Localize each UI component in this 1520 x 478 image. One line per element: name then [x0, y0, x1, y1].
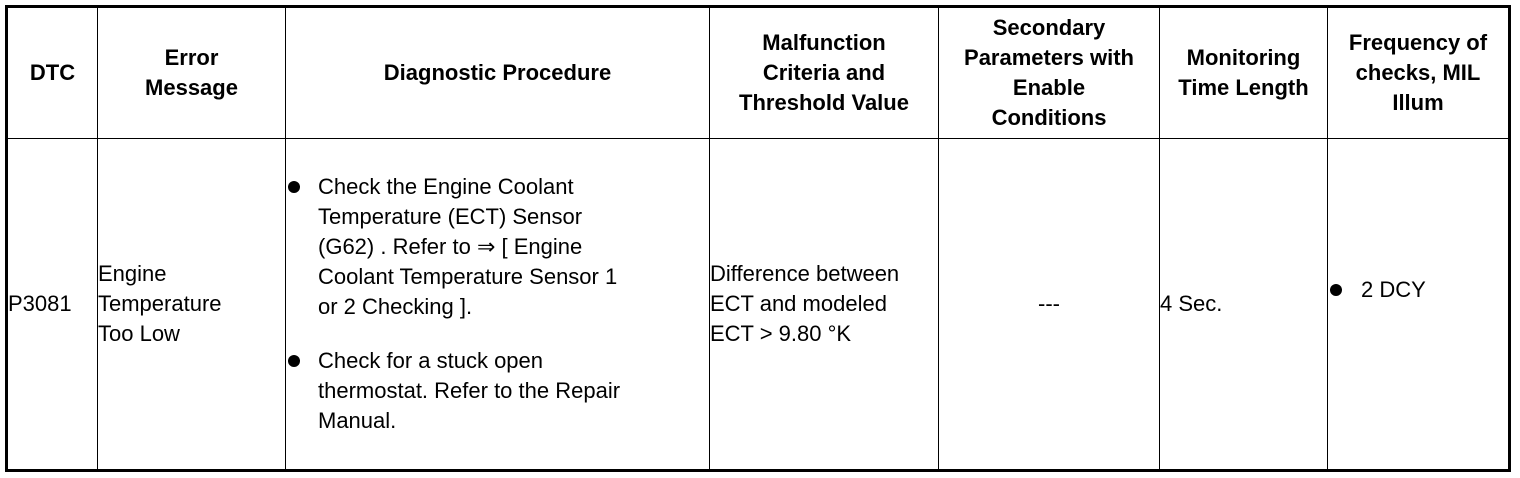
frequency-value: 2 DCY — [1361, 277, 1426, 302]
header-line: DTC — [29, 60, 76, 85]
procedure-line: or 2 Checking ]. — [318, 294, 473, 319]
table-row — [7, 139, 1510, 471]
procedure-step — [286, 172, 709, 322]
header-line: Monitoring — [1186, 45, 1301, 70]
header-line: Message — [145, 75, 238, 100]
header-line: Parameters with — [964, 45, 1134, 70]
diagnostic-procedure-cell — [286, 139, 710, 471]
header-secondary-parameters — [939, 7, 1160, 139]
header-line: checks, MIL — [1355, 60, 1481, 85]
error-message-line: Too Low — [98, 321, 180, 346]
header-dtc — [7, 7, 98, 139]
procedure-line: Temperature (ECT) Sensor — [318, 204, 583, 229]
procedure-list — [286, 172, 709, 436]
bullet-icon — [288, 355, 300, 367]
header-line: Frequency of — [1348, 30, 1488, 55]
procedure-line: Check for a stuck open — [318, 348, 544, 373]
criteria-line: Difference between — [710, 261, 900, 286]
bullet-icon — [1330, 284, 1342, 296]
procedure-line: Coolant Temperature Sensor 1 — [318, 264, 618, 289]
header-error-message — [98, 7, 286, 139]
monitoring-time-value: 4 Sec. — [1160, 291, 1223, 316]
header-line: Time Length — [1178, 75, 1309, 100]
procedure-line: (G62) . Refer to ⇒ [ Engine — [318, 234, 583, 259]
header-line: Threshold Value — [739, 90, 909, 115]
procedure-line: Manual. — [318, 408, 397, 433]
header-diagnostic-procedure — [286, 7, 710, 139]
dtc-table — [5, 5, 1511, 472]
monitoring-time-cell — [1160, 139, 1328, 471]
frequency-cell — [1328, 139, 1510, 471]
procedure-line: thermostat. Refer to the Repair — [318, 378, 621, 403]
header-line: Malfunction — [762, 30, 886, 55]
header-monitoring-time — [1160, 7, 1328, 139]
error-message-cell — [98, 139, 286, 471]
header-line: Secondary — [992, 15, 1106, 40]
header-line: Criteria and — [762, 60, 886, 85]
header-line: Conditions — [991, 105, 1107, 130]
header-row — [7, 7, 1510, 139]
error-message-line: Engine — [98, 261, 167, 286]
procedure-step — [286, 346, 709, 436]
header-line: Diagnostic Procedure — [383, 60, 612, 85]
criteria-line: ECT and modeled — [710, 291, 887, 316]
dtc-code: P3081 — [8, 291, 72, 316]
frequency-item — [1328, 275, 1508, 305]
secondary-parameters-cell — [939, 139, 1160, 471]
header-malfunction-criteria — [710, 7, 939, 139]
header-line: Enable — [1012, 75, 1086, 100]
bullet-icon — [288, 181, 300, 193]
malfunction-criteria-cell — [710, 139, 939, 471]
criteria-line: ECT > 9.80 °K — [710, 321, 852, 346]
header-line: Error — [164, 45, 219, 70]
dtc-code-cell — [7, 139, 98, 471]
header-line: Illum — [1392, 90, 1444, 115]
procedure-line: Check the Engine Coolant — [318, 174, 574, 199]
header-frequency — [1328, 7, 1510, 139]
error-message-line: Temperature — [98, 291, 222, 316]
secondary-parameters-value: --- — [1038, 291, 1060, 316]
